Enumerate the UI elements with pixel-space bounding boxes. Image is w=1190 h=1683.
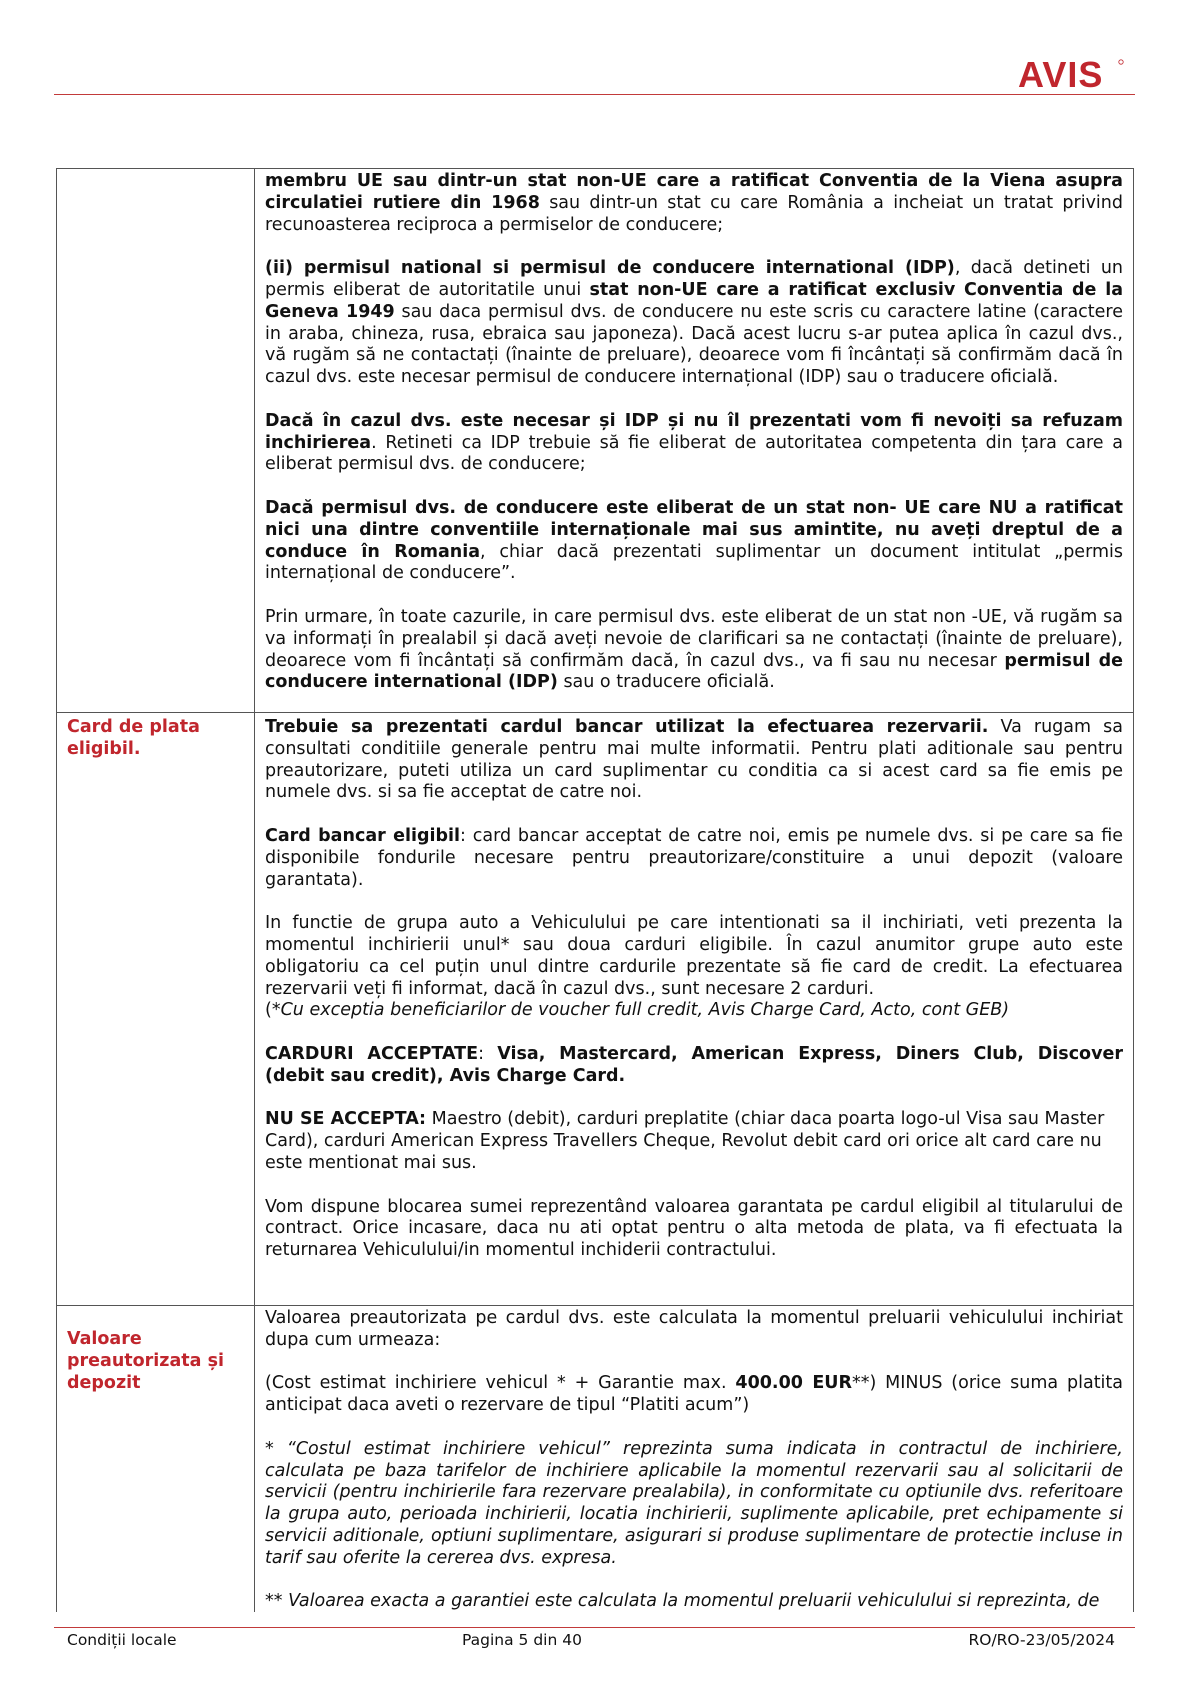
- row-preauth-content: [265, 1308, 1123, 1613]
- footer-page-number: Pagina 5 din 40: [462, 1631, 582, 1649]
- row-label-card: Card de plata eligibil.: [67, 717, 200, 759]
- paragraph: NU SE ACCEPTA: Maestro (debit), carduri preplatite (chiar daca poarta logo-ul Visa sau Master Card), carduri American Express Travellers Cheque, Revolut debit card ori orice alt card care nu este mentionat mai sus.: [265, 1109, 1105, 1173]
- table-row-divider: [56, 712, 1134, 713]
- paragraph: Vom dispune blocarea sumei reprezentând valoarea garantata pe cardul eligibil al titularului de contract. Orice incasare, daca nu ati optat pentru o alta metoda de plata, va fi efectuata la returnarea Vehiculului/in momentul inchiderii contractului.: [265, 1196, 1123, 1261]
- paragraph: CARDURI ACCEPTATE: Visa, Mastercard, American Express, Diners Club, Discover (debit sau credit), Avis Charge Card.: [265, 1043, 1123, 1086]
- footer-left: Condiții locale: [67, 1631, 177, 1649]
- paragraph: Trebuie sa prezentati cardul bancar utilizat la efectuarea rezervarii. Va rugam sa consultati conditiile generale pentru mai multe informatii. Pentru plati aditionale sau pentru preautorizare, puteti utiliza un card suplimentar cu conditia ca si acest card sa fie emis pe numele dvs. si sa fie acceptat de catre noi.: [265, 717, 1123, 803]
- row-label-preauth: Valoare preautorizata și depozit: [67, 1329, 224, 1393]
- paragraph: Dacă în cazul dvs. este necesar și IDP și nu îl prezentati vom fi nevoiți sa refuzam inchirierea. Retineti ca IDP trebuie să fie eliberat de autoritatea competenta din țara care a eliberat permisul dvs. de conducere;: [265, 410, 1123, 475]
- table-column-divider: [254, 168, 255, 1612]
- paragraph: * “Costul estimat inchiriere vehicul” reprezinta suma indicata in contractul de inchiriere, calculata pe baza tarifelor de inchiriere aplicabile la momentul rezervarii sau al solicitarii de servicii (pentru inchirierile fara rezervare prealabila), in conformitate cu optiunile dvs. referitoare la grupa auto, perioada inchirierii, locatia inchirierii, suplimente aplicabile, pret echipamente si servicii aditionale, optiuni suplimentare, asigurari si produse suplimentare de protectie incluse in tarif sau oferite la cererea dvs. expresa.: [265, 1438, 1123, 1568]
- row-card-content: [265, 717, 1123, 1262]
- paragraph: Card bancar eligibil: card bancar acceptat de catre noi, emis pe numele dvs. si pe care sa fie disponibile fondurile necesare pentru preautorizare/constituire a unui depozit (valoare garantata).: [265, 825, 1123, 890]
- header-rule: [54, 94, 1135, 95]
- footer-right: RO/RO-23/05/2024: [968, 1631, 1115, 1649]
- registered-mark-icon: [1119, 60, 1123, 64]
- paragraph: (*Cu exceptia beneficiarilor de voucher full credit, Avis Charge Card, Acto, cont GEB): [265, 1000, 1010, 1021]
- logo-text: AVIS: [1018, 54, 1104, 94]
- footer-rule: [54, 1627, 1135, 1628]
- paragraph: ** Valoarea exacta a garantiei este calculata la momentul preluarii vehiculului si reprezinta, de: [265, 1591, 1100, 1612]
- table-row-divider: [56, 1305, 1134, 1306]
- paragraph: Dacă permisul dvs. de conducere este eliberat de un stat non- UE care NU a ratificat nici una dintre conventiile internaționale mai sus amintite, nu aveți dreptul de a conduce în Romania, chiar dacă prezentati suplimentar un document intitulat „permis internațional de conducere”.: [265, 497, 1123, 584]
- paragraph: In functie de grupa auto a Vehiculului pe care intentionati sa il inchiriati, veti prezenta la momentul inchirierii unul* sau doua carduri eligibile. În cazul anumitor grupe auto este obligatoriu ca cel puțin unul dintre cardurile prezentate să fie card de credit. La efectuarea rezervarii veți fi informat, dacă în cazul dvs., sunt necesare 2 carduri.: [265, 913, 1123, 999]
- paragraph: (ii) permisul national si permisul de conducere international (IDP), dacă detineti un permis eliberat de autoritatile unui stat non-UE care a ratificat exclusiv Conventia de la Geneva 1949 sau daca permisul dvs. de conducere nu este scris cu caractere latine (caractere in araba, chineza, rusa, ebraica sau japoneza). Dacă acest lucru s-ar putea aplica în cazul dvs., vă rugăm să ne contactați (înainte de preluare), deoarece vom fi încântați să confirmăm dacă în cazul dvs. este necesar permisul de conducere internațional (IDP) sau o traducere oficială.: [265, 258, 1123, 388]
- paragraph: membru UE sau dintr-un stat non-UE care a ratificat Conventia de la Viena asupra circulatiei rutiere din 1968 sau dintr-un stat cu care România a incheiat un tratat privind recunoasterea reciproca a permiselor de conducere;: [265, 171, 1123, 235]
- paragraph: Prin urmare, în toate cazurile, in care permisul dvs. este eliberat de un stat non -UE, vă rugăm sa va informați în prealabil și dacă aveți nevoie de clarificari sa ne contactați (înainte de preluare), deoarece vom fi încântați să confirmăm dacă, în cazul dvs., va fi sau nu necesar permisul de conducere international (IDP) sau o traducere oficială.: [265, 606, 1124, 693]
- avis-logo: [1018, 54, 1128, 94]
- paragraph: (Cost estimat inchiriere vehicul * + Garantie max. 400.00 EUR**) MINUS (orice suma platita anticipat daca aveti o rezervare de tipul “Platiti acum”): [265, 1373, 1123, 1416]
- row-driving-license-content: [265, 171, 1123, 694]
- paragraph: Valoarea preautorizata pe cardul dvs. este calculata la momentul preluarii vehiculului inchiriat dupa cum urmeaza:: [265, 1308, 1123, 1350]
